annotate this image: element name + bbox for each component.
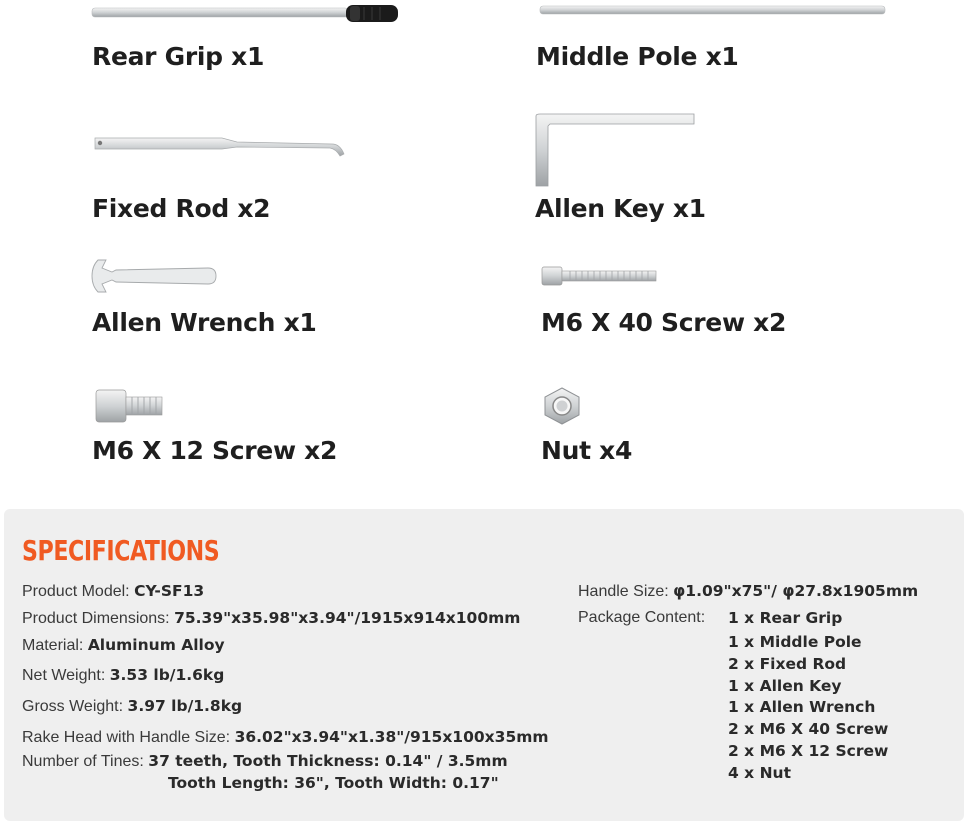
fixed-rod-icon <box>92 130 350 164</box>
part-label-allen-key: Allen Key x1 <box>535 194 706 223</box>
spec-material <box>22 636 225 655</box>
part-label-nut: Nut x4 <box>541 436 633 465</box>
spec-handle-size <box>578 582 918 601</box>
spec-key: Gross Weight: <box>22 698 124 715</box>
middle-pole-icon <box>538 2 888 18</box>
allen-key-icon <box>532 112 700 190</box>
spec-rake-head-size <box>22 728 549 747</box>
spec-value: φ1.09"x75"/ φ27.8x1905mm <box>673 582 919 600</box>
spec-value: 37 teeth, Tooth Thickness: 0.14" / 3.5mm <box>148 752 508 770</box>
spec-key: Product Model: <box>22 583 130 600</box>
m6-40-screw-icon <box>540 265 660 287</box>
allen-wrench-icon <box>90 258 222 296</box>
part-label-m6-12-screw: M6 X 12 Screw x2 <box>92 436 338 465</box>
spec-key: Material: <box>22 637 84 654</box>
package-item: 1 x Allen Key <box>728 677 842 695</box>
part-label-m6-40-screw: M6 X 40 Screw x2 <box>541 308 787 337</box>
package-item: 1 x Allen Wrench <box>728 698 876 716</box>
spec-product-model <box>22 582 204 601</box>
package-item: 1 x Middle Pole <box>728 633 862 651</box>
spec-value: Aluminum Alloy <box>87 636 225 654</box>
specifications-title: SPECIFICATIONS <box>22 534 220 567</box>
part-label-fixed-rod: Fixed Rod x2 <box>92 194 271 223</box>
package-item: 2 x Fixed Rod <box>728 655 847 673</box>
spec-gross-weight <box>22 697 242 716</box>
part-label-middle-pole: Middle Pole x1 <box>536 42 739 71</box>
spec-product-dimensions <box>22 609 520 628</box>
spec-key: Number of Tines: <box>22 753 144 770</box>
package-item: 2 x M6 X 12 Screw <box>728 742 889 760</box>
spec-key: Rake Head with Handle Size: <box>22 729 231 746</box>
package-item: 2 x M6 X 40 Screw <box>728 720 889 738</box>
rear-grip-icon <box>90 2 402 26</box>
spec-number-of-tines <box>22 752 508 771</box>
spec-value: 3.97 lb/1.8kg <box>127 697 243 715</box>
part-label-rear-grip: Rear Grip x1 <box>92 42 265 71</box>
spec-number-of-tines-cont <box>168 774 499 793</box>
spec-package-content <box>578 609 705 627</box>
spec-key: Handle Size: <box>578 583 669 600</box>
spec-value: CY-SF13 <box>134 582 205 600</box>
spec-net-weight <box>22 666 224 685</box>
package-item: 4 x Nut <box>728 764 791 782</box>
nut-icon <box>542 387 582 425</box>
part-label-allen-wrench: Allen Wrench x1 <box>92 308 317 337</box>
spec-key: Package Content: <box>578 609 706 626</box>
spec-value: 75.39"x35.98"x3.94"/1915x914x100mm <box>174 609 521 627</box>
spec-value: 3.53 lb/1.6kg <box>109 666 225 684</box>
spec-key: Product Dimensions: <box>22 610 170 627</box>
spec-key: Net Weight: <box>22 667 106 684</box>
spec-value: 36.02"x3.94"x1.38"/915x100x35mm <box>234 728 549 746</box>
m6-12-screw-icon <box>94 388 166 424</box>
spec-value: Tooth Length: 36", Tooth Width: 0.17" <box>168 774 499 792</box>
package-item: 1 x Rear Grip <box>728 609 843 627</box>
